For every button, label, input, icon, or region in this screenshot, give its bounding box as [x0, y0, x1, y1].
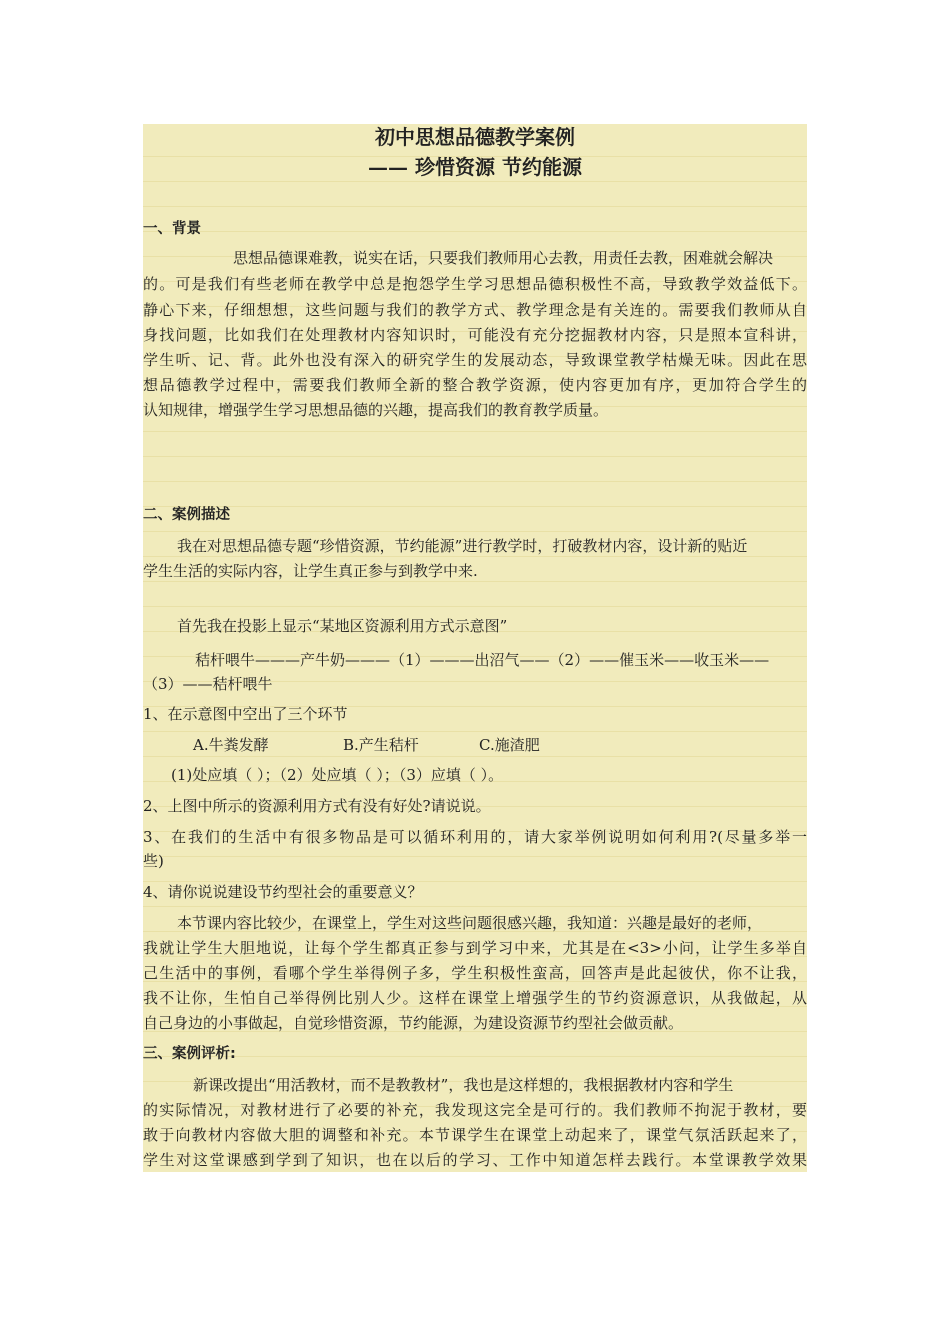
- paragraph-line: 身找问题，比如我们在处理教材内容知识时，可能没有充分挖掘教材内容，只是照本宣科讲，: [143, 326, 807, 344]
- rule-line: [143, 481, 807, 507]
- paragraph-line: 学生生活的实际内容，让学生真正参与到教学中来.: [143, 562, 478, 580]
- paragraph-line: 想品德教学过程中，需要我们教师全新的整合教学资源，使内容更加有序，更加符合学生的: [143, 376, 807, 394]
- fill-blank-line: (1)处应填（ ）；（2）处应填（ ）；（3）应填（ ）。: [171, 766, 504, 784]
- rule-line: [143, 456, 807, 482]
- paragraph-line: 学生对这堂课感到学到了知识，也在以后的学习、工作中知道怎样去践行。本堂课教学效果: [143, 1151, 807, 1169]
- rule-line: [143, 181, 807, 207]
- option-c: C.施渣肥: [479, 736, 540, 754]
- document-title: 初中思想品德教学案例: [375, 125, 575, 149]
- option-b: B.产生秸杆: [343, 736, 419, 754]
- paragraph-line: 我不让你，生怕自己举得例比别人少。这样在课堂上增强学生的节约资源意识，从我做起，从: [143, 989, 807, 1007]
- rule-line: [143, 206, 807, 232]
- paragraph-line: 己生活中的事例，看哪个学生举得例子多，学生积极性蛮高，回答声是此起彼伏，你不让我，: [143, 964, 807, 982]
- paragraph-line: 的。可是我们有些老师在教学中总是抱怨学生学习思想品德积极性不高，导致教学效益低下。: [143, 275, 807, 293]
- paragraph-line: 学生听、记、背。此外也没有深入的研究学生的发展动态，导致课堂教学枯燥无味。因此在思: [143, 351, 807, 369]
- question-1: 1、在示意图中空出了三个环节: [143, 705, 348, 723]
- rule-line: [143, 431, 807, 457]
- document-subtitle: —— 珍惜资源 节约能源: [368, 155, 582, 179]
- rule-line: [143, 856, 807, 882]
- rule-line: [143, 581, 807, 607]
- section-heading-background: 一、背景: [143, 221, 201, 237]
- paragraph-line: 本节课内容比较少，在课堂上，学生对这些问题很感兴趣，我知道：兴趣是最好的老师，: [177, 914, 763, 932]
- question-2: 2、上图中所示的资源利用方式有没有好处?请说说。: [143, 797, 491, 815]
- paragraph-line: 我在对思想品德专题“珍惜资源，节约能源”进行教学时，打破教材内容，设计新的贴近: [177, 537, 748, 555]
- paragraph-line: 认知规律，增强学生学习思想品德的兴趣，提高我们的教育教学质量。: [143, 401, 609, 419]
- paragraph-line: 自己身边的小事做起，自觉珍惜资源，节约能源，为建设资源节约型社会做贡献。: [143, 1014, 684, 1032]
- paragraph-line: 静心下来，仔细想想，这些问题与我们的教学方式、教学理念是有关连的。需要我们教师从自: [143, 301, 807, 319]
- paragraph-line: 我就让学生大胆地说，让每个学生都真正参与到学习中来，尤其是在<3>小问，让学生多举自: [143, 939, 807, 957]
- option-a: A.牛粪发酵: [193, 736, 269, 754]
- paragraph-line: 首先我在投影上显示“某地区资源利用方式示意图”: [177, 617, 508, 635]
- rule-line: [143, 1031, 807, 1057]
- paragraph-line: 的实际情况，对教材进行了必要的补充，我发现这完全是可行的。我们教师不拘泥于教材，要: [143, 1101, 807, 1119]
- question-4: 4、请你说说建设节约型社会的重要意义？: [143, 883, 423, 901]
- diagram-line: （3）——秸杆喂牛: [143, 675, 273, 693]
- paragraph-line: 敢于向教材内容做大胆的调整和补充。本节课学生在课堂上动起来了，课堂气氛活跃起来了，: [143, 1126, 807, 1144]
- paragraph-line: 思想品德课难教，说实在话，只要我们教师用心去教，用责任去教，困难就会解决: [233, 249, 774, 267]
- diagram-line: 秸杆喂牛———产牛奶———（1）———出沼气——（2）——催玉米——收玉米——: [195, 651, 770, 669]
- question-3: 3、在我们的生活中有很多物品是可以循环利用的，请大家举例说明如何利用?(尽量多举一: [143, 828, 807, 846]
- question-3-continued: 些): [143, 852, 164, 870]
- paragraph-line: 新课改提出“用活教材，而不是教教材”，我也是这样想的，我根据教材内容和学生: [193, 1076, 734, 1094]
- rule-line: [143, 506, 807, 532]
- document-page: [143, 124, 807, 1172]
- section-heading-analysis: 三、案例评析:: [143, 1046, 236, 1062]
- section-heading-case: 二、案例描述: [143, 507, 230, 523]
